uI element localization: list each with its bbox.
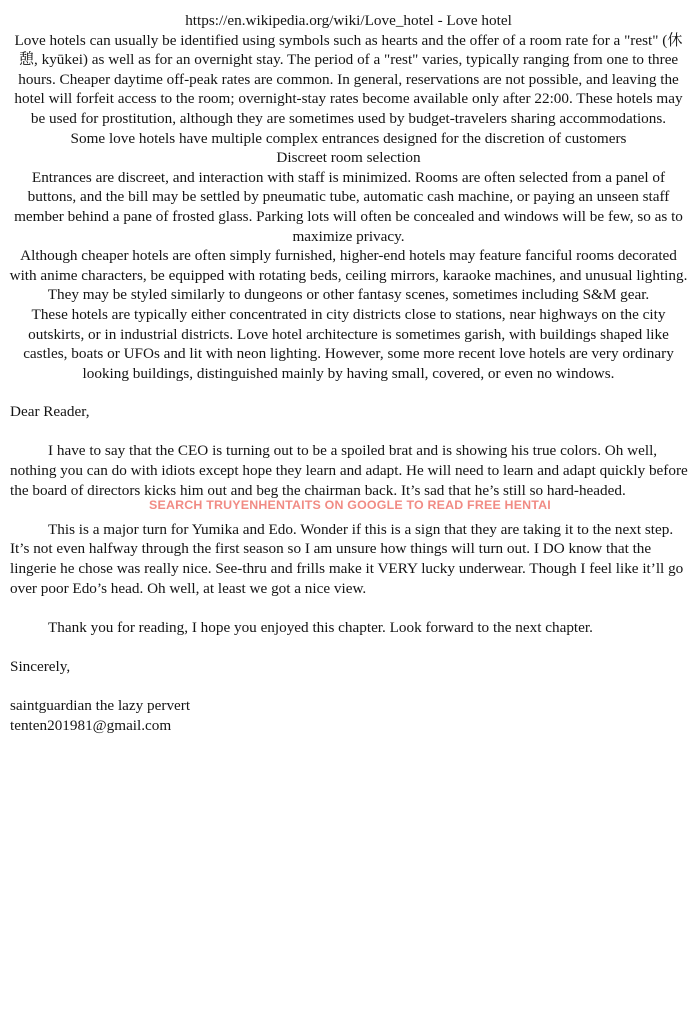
wikipedia-excerpt — [8, 31, 689, 384]
letter-signature-name: saintguardian the lazy pervert — [10, 697, 191, 715]
wiki-paragraph-3: Entrances are discreet, and interaction with staff is minimized. Rooms are often selected from a panel of buttons, and the bill may be settled by pneumatic tube, automatic cash machine, or paying an unseen staff member behind a pane of frosted glass. Parking lots will often be concealed and windows will be few, so as to maximize privacy. — [14, 168, 683, 245]
letter-signature-email: tenten201981@gmail.com — [10, 716, 172, 734]
letter-paragraph-1: I have to say that the CEO is turning out to be a spoiled brat and is showing his true colors. Oh well, nothing you can do with idiots except hope they learn and adapt. He will need to learn and adapt quickly before the board of directors kicks him out and beg the chairman back. It’s sad that he’s still so hard-headed. — [10, 442, 688, 499]
watermark-text: SEARCH TRUYENHENTAITS ON GOOGLE TO READ FREE HENTAI — [149, 498, 551, 512]
letter-paragraph-3: Thank you for reading, I hope you enjoyed this chapter. Look forward to the next chapter. — [48, 618, 593, 636]
wiki-heading-discreet-room-selection: Discreet room selection — [276, 149, 421, 167]
wiki-paragraph-2: Some love hotels have multiple complex entrances designed for the discretion of customers — [70, 129, 627, 147]
source-url-line: https://en.wikipedia.org/wiki/Love_hotel - Love hotel — [185, 12, 512, 29]
letter-salutation: Dear Reader, — [10, 403, 90, 421]
wiki-paragraph-4: Although cheaper hotels are often simply furnished, higher-end hotels may feature fanciful rooms decorated with anime characters, be equipped with rotating beds, ceiling mirrors, karaoke machines, and unusual lighting. They may be styled similarly to dungeons or other fantasy scenes, sometimes including S&M gear. — [9, 247, 688, 304]
wiki-paragraph-1: Love hotels can usually be identified using symbols such as hearts and the offer of a room rate for a "rest" (休憩, kyūkei) as well as for an overnight stay. The period of a "rest" varies, typically ranging from one to three hours. Cheaper daytime off-peak rates are common. In general, reservations are not possible, and leaving the hotel will forfeit access to the room; overnight-stay rates become available only after 22:00. These hotels may be used for prostitution, although they are sometimes used by budget-travelers sharing accommodations. — [14, 31, 683, 127]
wiki-paragraph-5: These hotels are typically either concentrated in city districts close to stations, near highways on the city outskirts, or in industrial districts. Love hotel architecture is sometimes garish, with buildings shaped like castles, boats or UFOs and lit with neon lighting. However, some more recent love hotels are very ordinary looking buildings, distinguished mainly by having small, covered, or even no windows. — [23, 305, 674, 382]
author-letter — [8, 402, 689, 735]
letter-paragraph-2: This is a major turn for Yumika and Edo. Wonder if this is a sign that they are taking it to the next step. It’s not even halfway through the first season so I am unsure how things will turn out. I DO know that the lingerie he chose was really nice. See-thru and frills make it VERY lucky underwear. Though I feel like it’ll go over poor Edo’s head. Oh well, at least we got a nice view. — [10, 520, 684, 597]
letter-closing: Sincerely, — [10, 658, 71, 675]
